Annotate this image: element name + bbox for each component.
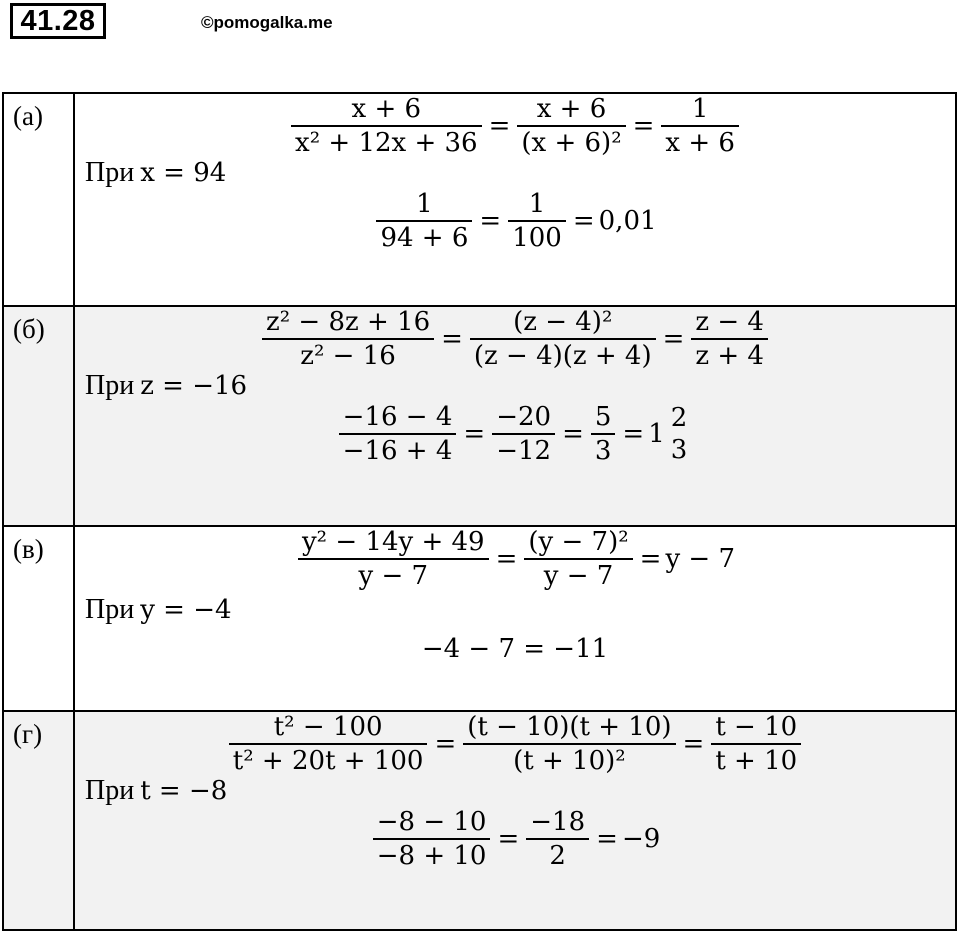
mixed-number-whole: 1 (648, 418, 665, 449)
part-body (74, 526, 956, 711)
condition-line (83, 775, 947, 807)
equals-sign: = (622, 418, 645, 449)
equals-sign: = (479, 205, 502, 236)
equals-sign: = (682, 728, 705, 759)
numerator: (t − 10)(t + 10) (467, 712, 672, 742)
fraction (376, 189, 472, 252)
simplify-line (83, 712, 947, 775)
fraction (591, 402, 616, 465)
equals-sign: = (596, 823, 618, 854)
calc-line (83, 189, 947, 252)
condition-line (83, 594, 947, 626)
numerator: x + 6 (351, 94, 422, 124)
site-watermark: ©pomogalka.me (201, 13, 333, 32)
denominator: t² + 20t + 100 (229, 743, 428, 775)
denominator: 3 (591, 433, 616, 465)
part-v-row (3, 526, 956, 711)
denominator: t + 10 (711, 743, 801, 775)
fraction (298, 527, 489, 590)
denominator: 94 + 6 (376, 220, 472, 252)
denominator: z + 4 (691, 338, 768, 370)
condition: y = −4 (140, 595, 232, 625)
denominator: −12 (492, 433, 555, 465)
condition-word: При (85, 157, 135, 188)
equals-sign: = (488, 110, 511, 141)
equals-sign: = (562, 418, 584, 449)
denominator: 2 (526, 838, 589, 870)
part-label: (а) (3, 93, 74, 306)
condition-word: При (85, 775, 135, 806)
denominator: x² + 12x + 36 (291, 125, 482, 157)
fraction (691, 307, 768, 370)
numerator: 1 (528, 189, 546, 219)
numerator: z − 4 (695, 307, 764, 337)
calc-result: −9 (621, 823, 661, 854)
calc-line (83, 630, 947, 666)
denominator: −8 + 10 (373, 838, 491, 870)
numerator: 1 (416, 189, 433, 219)
condition: x = 94 (140, 158, 227, 188)
fraction (291, 94, 482, 157)
numerator: −18 (530, 807, 586, 837)
equals-sign: = (495, 543, 518, 574)
numerator: 1 (691, 94, 709, 124)
condition-line (83, 370, 947, 402)
part-a-row (3, 93, 956, 306)
fraction (373, 807, 491, 870)
equals-sign: = (572, 205, 595, 236)
fraction (517, 94, 625, 157)
denominator: x + 6 (661, 125, 739, 157)
condition: z = −16 (140, 371, 248, 401)
numerator: t − 10 (715, 712, 798, 742)
condition-line (83, 157, 947, 189)
numerator: z² − 8z + 16 (266, 307, 431, 337)
fraction (463, 712, 675, 775)
denominator: z² − 16 (262, 338, 434, 370)
part-body (74, 306, 956, 526)
fraction (470, 307, 656, 370)
simplify-result: y − 7 (665, 543, 735, 574)
calc-result: 0,01 (598, 205, 657, 236)
numerator: 5 (594, 402, 612, 432)
task-number: 41.28 (10, 3, 106, 39)
part-body (74, 93, 956, 306)
denominator: (t + 10)² (463, 743, 675, 775)
fraction (508, 189, 566, 252)
numerator: −16 − 4 (342, 402, 453, 432)
simplify-line (83, 527, 947, 590)
fraction (262, 307, 434, 370)
part-body (74, 711, 956, 930)
part-g-row (3, 711, 956, 930)
numerator: −8 − 10 (376, 807, 487, 837)
calc-expression: −4 − 7 = −11 (421, 634, 609, 664)
denominator: 3 (670, 435, 688, 465)
part-label: (б) (3, 306, 74, 526)
fraction (229, 712, 428, 775)
fraction (711, 712, 801, 775)
denominator: y − 7 (524, 558, 632, 590)
solution-table (2, 92, 957, 931)
fraction (492, 402, 555, 465)
numerator: (z − 4)² (513, 307, 613, 337)
part-label: (г) (3, 711, 74, 930)
equals-sign: = (662, 323, 685, 354)
condition-word: При (85, 594, 135, 625)
fraction (661, 94, 739, 157)
denominator: y − 7 (298, 558, 489, 590)
calc-line (83, 807, 947, 870)
numerator: y² − 14y + 49 (301, 527, 485, 557)
part-label: (в) (3, 526, 74, 711)
numerator: t² − 100 (273, 712, 383, 742)
equals-sign: = (441, 323, 463, 354)
part-b-row (3, 306, 956, 526)
denominator: 100 (508, 220, 566, 252)
condition-word: При (85, 370, 135, 401)
mixed-number-fraction (667, 403, 692, 464)
calc-line (83, 402, 947, 465)
denominator: (x + 6)² (517, 125, 625, 157)
numerator: x + 6 (536, 94, 607, 124)
equals-sign: = (434, 728, 457, 759)
fraction (524, 527, 632, 590)
equals-sign: = (639, 543, 662, 574)
condition: t = −8 (140, 776, 228, 806)
equals-sign: = (497, 823, 520, 854)
equals-sign: = (463, 418, 486, 449)
denominator: (z − 4)(z + 4) (470, 338, 656, 370)
numerator: −20 (496, 402, 552, 432)
fraction (526, 807, 589, 870)
simplify-line (83, 94, 947, 157)
numerator: (y − 7)² (528, 527, 629, 557)
fraction (339, 402, 457, 465)
equals-sign: = (632, 110, 655, 141)
simplify-line (83, 307, 947, 370)
denominator: −16 + 4 (339, 433, 457, 465)
numerator: 2 (670, 403, 688, 433)
